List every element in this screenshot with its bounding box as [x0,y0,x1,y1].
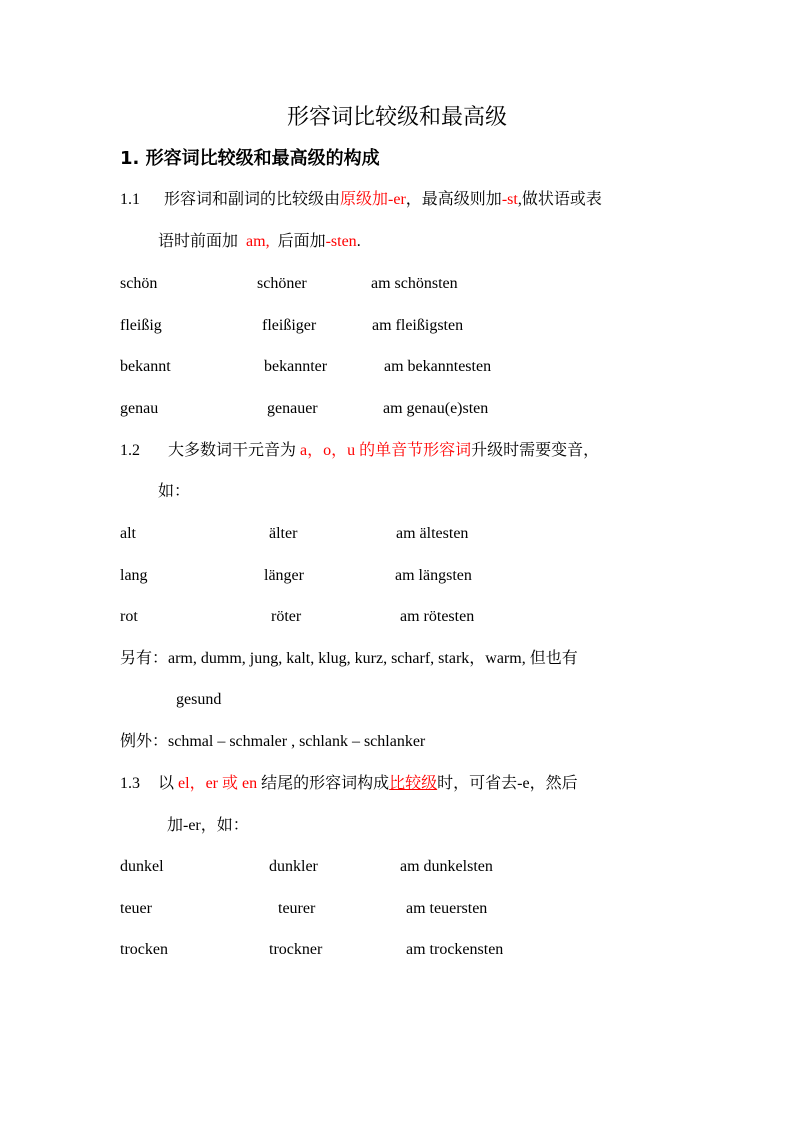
highlight-text: -st [501,191,518,208]
section-number: 1.1 [120,191,140,208]
text-span: ，最高级则加 [405,191,502,208]
superlative-form: am ältesten [396,525,469,542]
paragraph-1-1-line2 [158,232,361,252]
positive-form: schön [120,275,158,292]
paragraph-1-2-line2: 如： [158,483,191,500]
positive-form: teuer [120,900,152,917]
section-number: 1.2 [120,442,140,459]
paragraph-1-3-line2: 加-er，如： [167,817,249,834]
text-span: 语时前面加 [158,233,247,250]
superlative-form: am schönsten [371,275,458,292]
comparative-form: röter [271,608,302,625]
superlative-form: am dunkelsten [400,858,493,875]
positive-form: bekannt [120,358,171,375]
exception-line: 例外：schmal – schmaler , schlank – schlanker [120,733,426,750]
superlative-form: am teuersten [406,900,488,917]
section-number: 1.3 [120,775,140,792]
comparative-form: fleißiger [262,317,317,334]
comparative-form: schöner [257,275,307,292]
text-span: 大多数词干元音为 [168,442,301,459]
superlative-form: am fleißigsten [372,317,464,334]
superlative-form: am trockensten [406,941,504,958]
comparative-form: genauer [267,400,318,417]
comparative-form: bekannter [264,358,328,375]
paragraph-1-1-line1 [120,190,602,210]
text-span: 以 [158,775,179,792]
text-span: 后面加 [269,233,326,250]
highlight-text: am, [246,233,270,250]
paragraph-1-2-line1 [120,441,599,461]
positive-form: fleißig [120,317,162,334]
comparative-form: älter [269,525,298,542]
highlight-text: el，er 或 en [178,775,258,792]
positive-form: trocken [120,941,168,958]
highlight-text: 原级加 [340,191,389,208]
page-title: 形容词比较级和最高级 [286,105,507,130]
also-line1: 另有：arm, dumm, jung, kalt, klug, kurz, scharf, stark，warm, 但也有 [120,650,578,667]
comparative-form: trockner [269,941,323,958]
also-line2: gesund [176,691,222,708]
paragraph-1-3-line1 [120,774,578,794]
comparative-form: länger [264,567,304,584]
comparative-form: dunkler [269,858,318,875]
positive-form: lang [120,567,148,584]
comparative-form: teurer [278,900,316,917]
positive-form: dunkel [120,858,164,875]
superlative-form: am bekanntesten [384,358,492,375]
superlative-form: am genau(e)sten [383,400,489,417]
highlight-text: a，o，u 的单音节形容词 [300,442,472,459]
section-heading: 1. 形容词比较级和最高级的构成 [120,148,380,169]
superlative-form: am längsten [395,567,472,584]
highlight-text: -sten [325,233,357,250]
highlight-text: -er [388,191,406,208]
positive-form: genau [120,400,159,417]
highlight-underlined-text: 比较级 [389,775,438,792]
superlative-form: am rötesten [400,608,475,625]
text-span: 形容词和副词的比较级由 [164,191,341,208]
text-span: 结尾的形容词构成 [257,775,390,792]
text-span: 升级时需要变音， [471,442,600,459]
text-span: ,做状语或表 [517,191,602,208]
positive-form: rot [120,608,138,625]
positive-form: alt [120,525,136,542]
text-span: 时，可省去-e，然后 [437,775,578,792]
text-span: . [356,233,361,250]
